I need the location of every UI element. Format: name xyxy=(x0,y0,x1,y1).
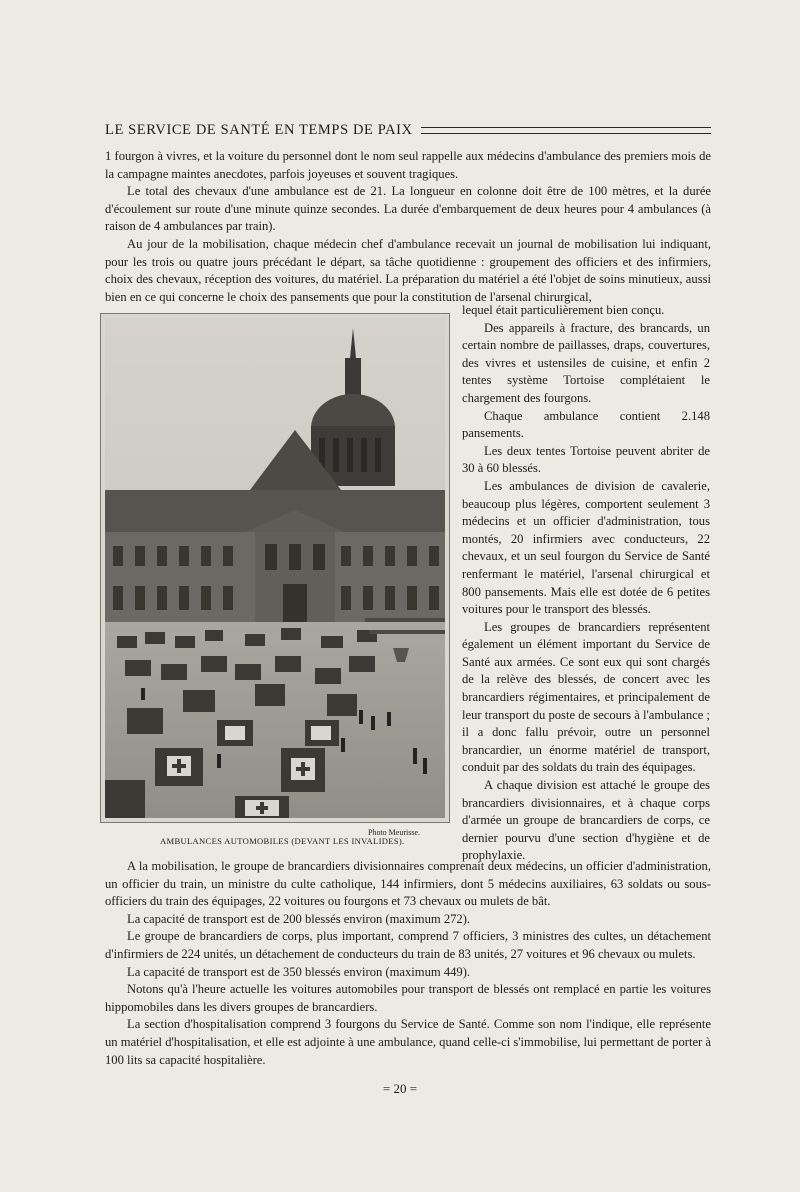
paragraph: Le groupe de brancardiers de corps, plus important, comprend 7 officiers, 3 ministres des cultes, un détachement d'infirmiers de 224 unités, un détachement de conducteurs du train de 83 unités, 27 voitures et 96 chevaux ou mulets. xyxy=(105,929,711,961)
paragraph: La capacité de transport est de 200 blessés environ (maximum 272). xyxy=(127,911,471,926)
paragraph: Au jour de la mobilisation, chaque médecin chef d'ambulance recevait un journal de mobilisation lui indiquant, pour les trois ou quatre jours précédant le départ, sa tâche quotidienne : groupement des officiers et des infirmiers, choix des chevaux, réception des voitures, du matériel. La préparation du matériel a été l'objet de soins minutieux, aussi bien en ce qui concerne le choix des pansements que pour la constitution de l'arsenal chirurgical, xyxy=(105,236,711,304)
paragraph: Notons qu'à l'heure actuelle les voitures automobiles pour transport de blessés ont remplacé en partie les voitures hippomobiles dans les divers groupes de brancardiers. xyxy=(105,982,711,1014)
right-column-text xyxy=(462,302,710,865)
photo-caption: AMBULANCES AUTOMOBILES (DEVANT LES INVALIDES). xyxy=(160,836,405,846)
paragraph: Chaque ambulance contient 2.148 pansements. xyxy=(462,408,710,441)
running-header xyxy=(105,120,711,140)
paragraph: Les deux tentes Tortoise peuvent abriter de 30 à 60 blessés. xyxy=(462,443,710,476)
paragraph: Les ambulances de division de cavalerie, beaucoup plus légères, comportent seulement 3 médecins et un officier d'administration, tous montés, 20 infirmiers avec conducteurs, 22 chevaux, et un seul fourgon du Service de Santé renfermant le matériel, l'arsenal chirurgical et 800 pansements. Mais elle est dotée de 6 petites voitures pour le transport des blessés. xyxy=(462,478,710,617)
bottom-text-block xyxy=(105,858,711,1069)
paragraph: Le total des chevaux d'une ambulance est de 21. La longueur en colonne doit être de 100 mètres, et la durée d'écoulement sur route d'une minute quinze secondes. La durée d'embarquement de deux heures pour 4 ambulances (à raison de 4 ambulances par train). xyxy=(105,184,711,234)
paragraph: La section d'hospitalisation comprend 3 fourgons du Service de Santé. Comme son nom l'indique, elle représente un matériel d'hospitalisation, et elle est adjointe à une ambulance, quand celle-ci s'immobilise, lui permettant de porter à 100 lits sa capacité hospitalière. xyxy=(105,1017,711,1067)
paragraph: La capacité de transport est de 350 blessés environ (maximum 449). xyxy=(127,964,471,979)
paragraph: A la mobilisation, le groupe de brancardiers divisionnaires comprenait deux médecins, un officier d'administration, un officier du train, un ministre du culte catholique, 144 infirmiers, dont 5 médecins auxiliaires, 63 soldats ou sous-officiers du train des équipages, 22 voitures ou fourgons et 73 chevaux ou mulets de bât. xyxy=(105,859,711,909)
paragraph: Des appareils à fracture, des brancards, un certain nombre de paillasses, draps, couvertures, des vivres et ustensiles de cuisine, et enfin 2 tentes système Tortoise complétaient le chargement des fourgons. xyxy=(462,320,710,405)
paragraph: 1 fourgon à vivres, et la voiture du personnel dont le nom seul rappelle aux médecins d'ambulance des premiers mois de la campagne maintes anecdotes, parfois joyeuses et souvent tragiques. xyxy=(105,149,711,181)
paragraph: Les groupes de brancardiers représentent également un élément important du Service de Santé aux armées. Ce sont eux qui sont chargés de la relève des blessés, de concert avec les brancardiers régimentaires, et principalement de leur transport du poste de secours à l'ambulance ; il a donc fallu prévoir, outre un personnel brancardier, un énorme matériel de transport, conduit par des soldats du train des équipages. xyxy=(462,619,710,775)
top-text-block xyxy=(105,148,711,306)
paragraph: lequel était particulièrement bien conçu. xyxy=(462,303,665,317)
header-title: LE SERVICE DE SANTÉ EN TEMPS DE PAIX xyxy=(105,121,413,138)
photo-credit: Photo Meurisse. xyxy=(368,828,420,837)
photo-frame xyxy=(100,313,450,823)
photo-illustration xyxy=(105,318,445,818)
paragraph: A chaque division est attaché le groupe des brancardiers divisionnaires, et à chaque corps d'armée un groupe de brancardiers de corps, ce dernier pourvu d'une section d'hygiène et de prophylaxie. xyxy=(462,778,710,863)
photo-ambulances-invalides xyxy=(105,318,445,818)
header-double-rule xyxy=(421,127,711,134)
page-number: = 20 = xyxy=(382,1081,418,1096)
